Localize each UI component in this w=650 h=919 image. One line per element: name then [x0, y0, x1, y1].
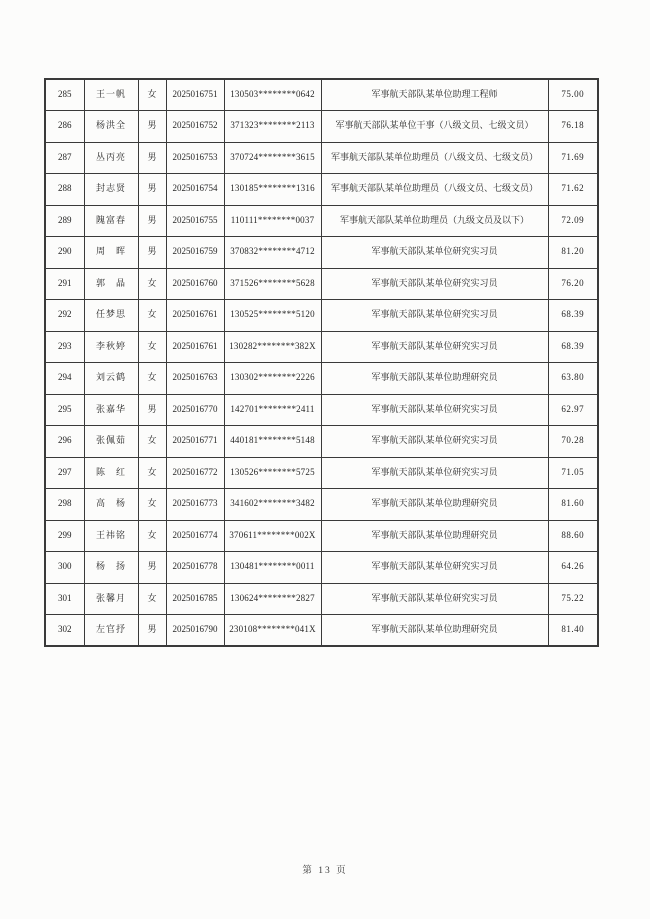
cell-reg: 2025016773 [166, 489, 224, 521]
cell-score: 71.62 [548, 174, 598, 206]
cell-id: 440181********5148 [224, 426, 321, 458]
cell-id: 370724********3615 [224, 142, 321, 174]
cell-id: 371323********2113 [224, 111, 321, 143]
cell-reg: 2025016774 [166, 520, 224, 552]
cell-name: 丛丙亮 [84, 142, 138, 174]
cell-seq: 301 [45, 583, 84, 615]
cell-seq: 299 [45, 520, 84, 552]
cell-score: 62.97 [548, 394, 598, 426]
cell-gender: 女 [138, 520, 166, 552]
cell-score: 72.09 [548, 205, 598, 237]
cell-id: 130282********382X [224, 331, 321, 363]
cell-seq: 291 [45, 268, 84, 300]
cell-score: 76.20 [548, 268, 598, 300]
cell-name: 陈 红 [84, 457, 138, 489]
cell-name: 封志贤 [84, 174, 138, 206]
cell-name: 高 杨 [84, 489, 138, 521]
cell-score: 81.20 [548, 237, 598, 269]
cell-gender: 女 [138, 457, 166, 489]
cell-reg: 2025016770 [166, 394, 224, 426]
cell-name: 张馨月 [84, 583, 138, 615]
cell-id: 341602********3482 [224, 489, 321, 521]
cell-name: 任梦思 [84, 300, 138, 332]
cell-seq: 287 [45, 142, 84, 174]
cell-seq: 289 [45, 205, 84, 237]
cell-reg: 2025016754 [166, 174, 224, 206]
cell-position: 军事航天部队某单位助理研究员 [321, 489, 548, 521]
cell-score: 76.18 [548, 111, 598, 143]
cell-position: 军事航天部队某单位助理员（八级文员、七级文员） [321, 142, 548, 174]
cell-seq: 292 [45, 300, 84, 332]
cell-reg: 2025016772 [166, 457, 224, 489]
cell-seq: 285 [45, 79, 84, 111]
cell-score: 64.26 [548, 552, 598, 584]
cell-reg: 2025016790 [166, 615, 224, 647]
cell-seq: 288 [45, 174, 84, 206]
cell-reg: 2025016753 [166, 142, 224, 174]
table-row [45, 174, 598, 206]
cell-name: 张嘉华 [84, 394, 138, 426]
cell-gender: 女 [138, 300, 166, 332]
table-row [45, 300, 598, 332]
cell-position: 军事航天部队某单位助理研究员 [321, 363, 548, 395]
cell-id: 230108********041X [224, 615, 321, 647]
cell-name: 杨 扬 [84, 552, 138, 584]
cell-reg: 2025016785 [166, 583, 224, 615]
cell-position: 军事航天部队某单位研究实习员 [321, 457, 548, 489]
cell-gender: 男 [138, 111, 166, 143]
cell-position: 军事航天部队某单位助理研究员 [321, 615, 548, 647]
cell-score: 88.60 [548, 520, 598, 552]
cell-name: 李秋婷 [84, 331, 138, 363]
cell-reg: 2025016763 [166, 363, 224, 395]
table-row [45, 268, 598, 300]
cell-id: 110111********0037 [224, 205, 321, 237]
cell-score: 68.39 [548, 300, 598, 332]
cell-reg: 2025016755 [166, 205, 224, 237]
cell-position: 军事航天部队某单位干事（八级文员、七级文员） [321, 111, 548, 143]
cell-position: 军事航天部队某单位研究实习员 [321, 426, 548, 458]
table-body [45, 79, 598, 646]
cell-id: 142701********2411 [224, 394, 321, 426]
table-row [45, 363, 598, 395]
cell-score: 81.40 [548, 615, 598, 647]
cell-id: 130525********5120 [224, 300, 321, 332]
cell-gender: 女 [138, 363, 166, 395]
cell-score: 75.00 [548, 79, 598, 111]
cell-name: 王一帆 [84, 79, 138, 111]
cell-reg: 2025016752 [166, 111, 224, 143]
cell-gender: 男 [138, 142, 166, 174]
cell-gender: 女 [138, 79, 166, 111]
cell-position: 军事航天部队某单位研究实习员 [321, 394, 548, 426]
cell-score: 75.22 [548, 583, 598, 615]
cell-id: 130302********2226 [224, 363, 321, 395]
table-row [45, 615, 598, 647]
cell-reg: 2025016761 [166, 331, 224, 363]
cell-id: 130185********1316 [224, 174, 321, 206]
cell-name: 郭 晶 [84, 268, 138, 300]
cell-name: 杨洪全 [84, 111, 138, 143]
cell-reg: 2025016761 [166, 300, 224, 332]
cell-name: 张佩茹 [84, 426, 138, 458]
table-row [45, 489, 598, 521]
cell-gender: 女 [138, 426, 166, 458]
cell-position: 军事航天部队某单位研究实习员 [321, 331, 548, 363]
cell-position: 军事航天部队某单位助理员（九级文员及以下） [321, 205, 548, 237]
cell-seq: 302 [45, 615, 84, 647]
table-row [45, 331, 598, 363]
table-row [45, 552, 598, 584]
cell-position: 军事航天部队某单位研究实习员 [321, 583, 548, 615]
cell-gender: 男 [138, 237, 166, 269]
cell-gender: 男 [138, 394, 166, 426]
cell-reg: 2025016760 [166, 268, 224, 300]
table-row [45, 142, 598, 174]
table-row [45, 457, 598, 489]
cell-position: 军事航天部队某单位助理研究员 [321, 520, 548, 552]
cell-position: 军事航天部队某单位研究实习员 [321, 268, 548, 300]
results-table [44, 78, 599, 647]
cell-id: 371526********5628 [224, 268, 321, 300]
cell-name: 隗富春 [84, 205, 138, 237]
cell-seq: 295 [45, 394, 84, 426]
cell-gender: 女 [138, 583, 166, 615]
cell-position: 军事航天部队某单位研究实习员 [321, 237, 548, 269]
cell-id: 370611********002X [224, 520, 321, 552]
table-row [45, 205, 598, 237]
cell-seq: 296 [45, 426, 84, 458]
cell-position: 军事航天部队某单位研究实习员 [321, 300, 548, 332]
cell-name: 王祎铭 [84, 520, 138, 552]
cell-gender: 男 [138, 205, 166, 237]
cell-gender: 男 [138, 552, 166, 584]
cell-id: 370832********4712 [224, 237, 321, 269]
cell-score: 70.28 [548, 426, 598, 458]
table-row [45, 79, 598, 111]
cell-gender: 女 [138, 268, 166, 300]
cell-score: 63.80 [548, 363, 598, 395]
cell-seq: 297 [45, 457, 84, 489]
cell-gender: 男 [138, 615, 166, 647]
cell-score: 71.69 [548, 142, 598, 174]
cell-seq: 300 [45, 552, 84, 584]
cell-seq: 298 [45, 489, 84, 521]
cell-seq: 290 [45, 237, 84, 269]
page-number: 第 13 页 [302, 866, 348, 876]
cell-score: 71.05 [548, 457, 598, 489]
table-row [45, 583, 598, 615]
cell-id: 130624********2827 [224, 583, 321, 615]
cell-seq: 293 [45, 331, 84, 363]
cell-gender: 男 [138, 174, 166, 206]
cell-gender: 女 [138, 489, 166, 521]
cell-id: 130503********0642 [224, 79, 321, 111]
cell-position: 军事航天部队某单位研究实习员 [321, 552, 548, 584]
table-row [45, 237, 598, 269]
cell-gender: 女 [138, 331, 166, 363]
table-row [45, 111, 598, 143]
cell-score: 81.60 [548, 489, 598, 521]
cell-name: 刘云鹤 [84, 363, 138, 395]
cell-id: 130481********0011 [224, 552, 321, 584]
cell-score: 68.39 [548, 331, 598, 363]
cell-id: 130526********5725 [224, 457, 321, 489]
cell-name: 周 晖 [84, 237, 138, 269]
cell-seq: 286 [45, 111, 84, 143]
table-row [45, 520, 598, 552]
cell-seq: 294 [45, 363, 84, 395]
cell-reg: 2025016771 [166, 426, 224, 458]
table-row [45, 394, 598, 426]
cell-reg: 2025016751 [166, 79, 224, 111]
cell-reg: 2025016778 [166, 552, 224, 584]
cell-name: 左官抒 [84, 615, 138, 647]
cell-position: 军事航天部队某单位助理员（八级文员、七级文员） [321, 174, 548, 206]
cell-position: 军事航天部队某单位助理工程师 [321, 79, 548, 111]
table-row [45, 426, 598, 458]
cell-reg: 2025016759 [166, 237, 224, 269]
